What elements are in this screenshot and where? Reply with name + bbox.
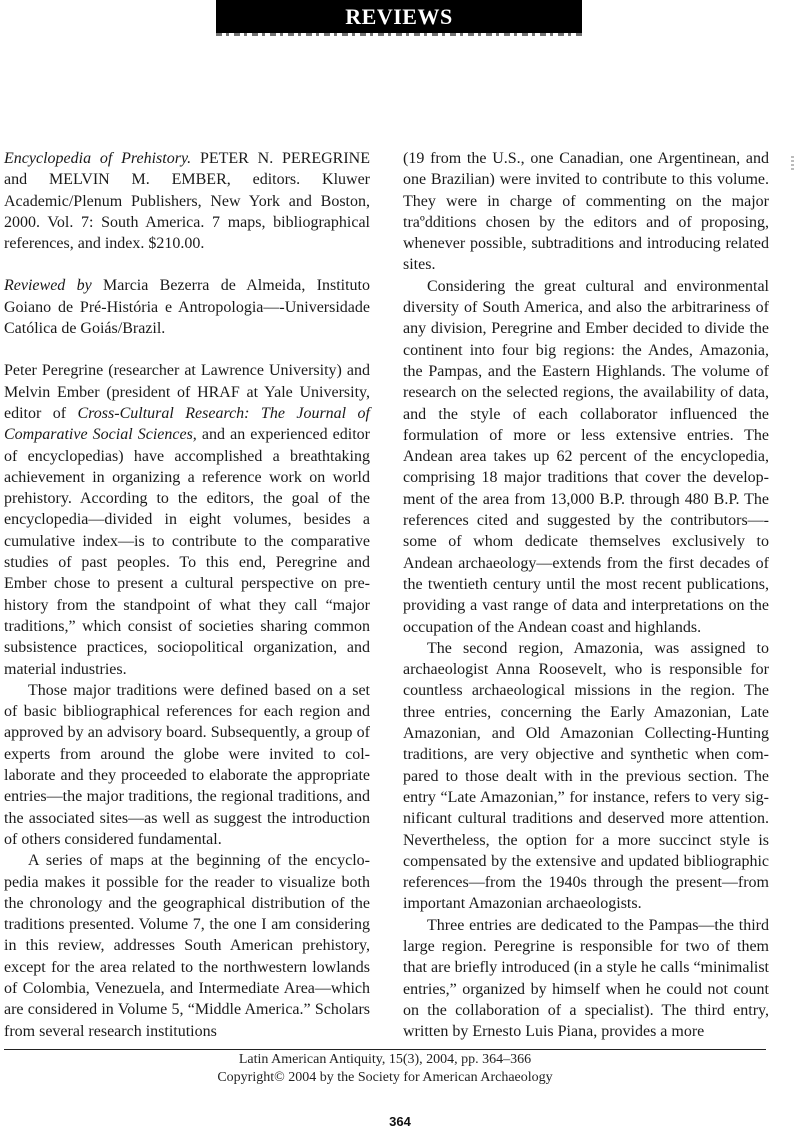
paragraph-2: Those major traditions were defined based on a set of basic bibliographical references for each region and approved by an advisory board. Subsequently, a group of experts from around the globe were invited to collaborate and they proceeded to elaborate the appropriate entries—the major traditions, the regional traditions, and the associated sites—as well as suggest the introduction of others considered fundamental. (4, 681, 370, 848)
citation-details: PETER N. PEREGRINE and MELVIN M. EMBER, editors. Kluwer Academic/Plenum Publishers, New York and Boston, 2000. Vol. 7: South America. 7 maps, bibliographical references, and index. $210.00. (4, 150, 370, 253)
copyright-notice: Copyright© 2004 by the Society for American Archaeology (217, 1070, 553, 1085)
footer-divider (4, 1049, 766, 1050)
reviewer-affiliation: Marcia Bezerra de Almeida, Instituto Goiano de Pré-História e Antropologia—-Universidade Católica de Goiás/Brazil. (4, 277, 370, 338)
left-column (4, 148, 370, 1042)
journal-citation: Latin American Antiquity, 15(3), 2004, pp. 364–366 (238, 1052, 532, 1067)
reviewed-by-label: Reviewed by (4, 277, 92, 295)
paragraph-1-text-a: Peter Peregrine (researcher at Lawrence University) and Melvin Ember (president of HRAF at Yale University, editor of (4, 362, 370, 422)
journal-title: Cross-Cultural Research: The Journal of Comparative Social Sciences, (4, 404, 370, 444)
section-banner (216, 0, 582, 33)
paragraph-3-continued: (19 from the U.S., one Canadian, one Argentinean, and one Brazilian) were invited to contribute to this volume. They were in charge of commenting on the major traºdditions chosen by the editors and of proposing, whenever possible, subtraditions and introducing related sites. (403, 150, 769, 274)
book-citation (4, 148, 370, 254)
paragraph-6: Three entries are dedicated to the Pampas—the third large region. Peregrine is responsible for two of them that are briefly introduced (in a style he calls “minimalist entries,” organized by himself when he could not count on the collaboration of a specialist). The third entry, written by Ernesto Luis Piana, provides a more (403, 916, 769, 1041)
margin-mark (791, 156, 794, 170)
paragraph-4: Considering the great cultural and environmental diversity of South America, and also the arbitrariness of any division, Peregrine and Ember decided to divide the continent into four big regions: the Andes, Amazonia, the Pampas, and the Eastern Highlands. The volume of research on the selected regions, the availability of data, and the style of each collaborator influenced the formulation of more or less extensive entries. The Andean area takes up 62 percent of the encyclopedia, comprising 18 major traditions that cover the development of the area from 13,000 B.P. through 480 B.P. The references cited and suggested by the contributors—-some of whom dedicate themselves exclusively to Andean archaeology—extends from the first decades of the twentieth century until the most recent publications, providing a vast range of data and interpretations on the occupation of the Andean coast and highlands. (403, 277, 769, 636)
paragraph-5: The second region, Amazonia, was assigned to archaeologist Anna Roosevelt, who is responsible for countless archaeological missions in the region. The three entries, concerning the Early Amazonian, Late Amazonian, and Old Amazonian Collecting-Hunting traditions, are very objective and synthetic when compared to those dealt with in the previous section. The entry “Late Amazonian,” for instance, refers to very significant cultural traditions and deserved more attention. Nevertheless, the option for a more succinct style is compensated by the extensive and updated bibliographic references—from the 1940s through the present—from important Amazonian archaeologists. (403, 639, 769, 913)
book-title: Encyclopedia of Prehistory. (4, 150, 192, 167)
section-title: REVIEWS (345, 3, 453, 29)
paragraph-1-text-b: and an experienced editor of encyclopedias) have accomplished a breathtaking achievement in organizing a reference work on world prehistory. According to the editors, the goal of the encyclopedia—divided in eight volumes, besides a cumulative index—is to contribute to the comparative studies of past peoples. To this end, Peregrine and Ember chose to present a cultural perspective on prehistory from the standpoint of what they call “major traditions,” which consist of societies sharing common subsistence practices, sociopolitical organization, and material industries. (4, 426, 370, 678)
banner-rough-edge (216, 33, 582, 36)
right-column (403, 148, 769, 1042)
footer (0, 1051, 770, 1087)
paragraph-1 (4, 360, 370, 679)
reviewer-line (4, 275, 370, 339)
paragraph-3: A series of maps at the beginning of the encyclopedia makes it possible for the reader to visualize both the chronology and the geographical distribution of the traditions presented. Volume 7, the one I am considering in this review, addresses South American prehistory, except for the area related to the northwestern lowlands of Colombia, Venezuela, and Intermediate Area—which are considered in Volume 5, “Middle America.” Scholars from several research institutions (4, 852, 370, 1040)
page-number: 364 (389, 1114, 411, 1129)
